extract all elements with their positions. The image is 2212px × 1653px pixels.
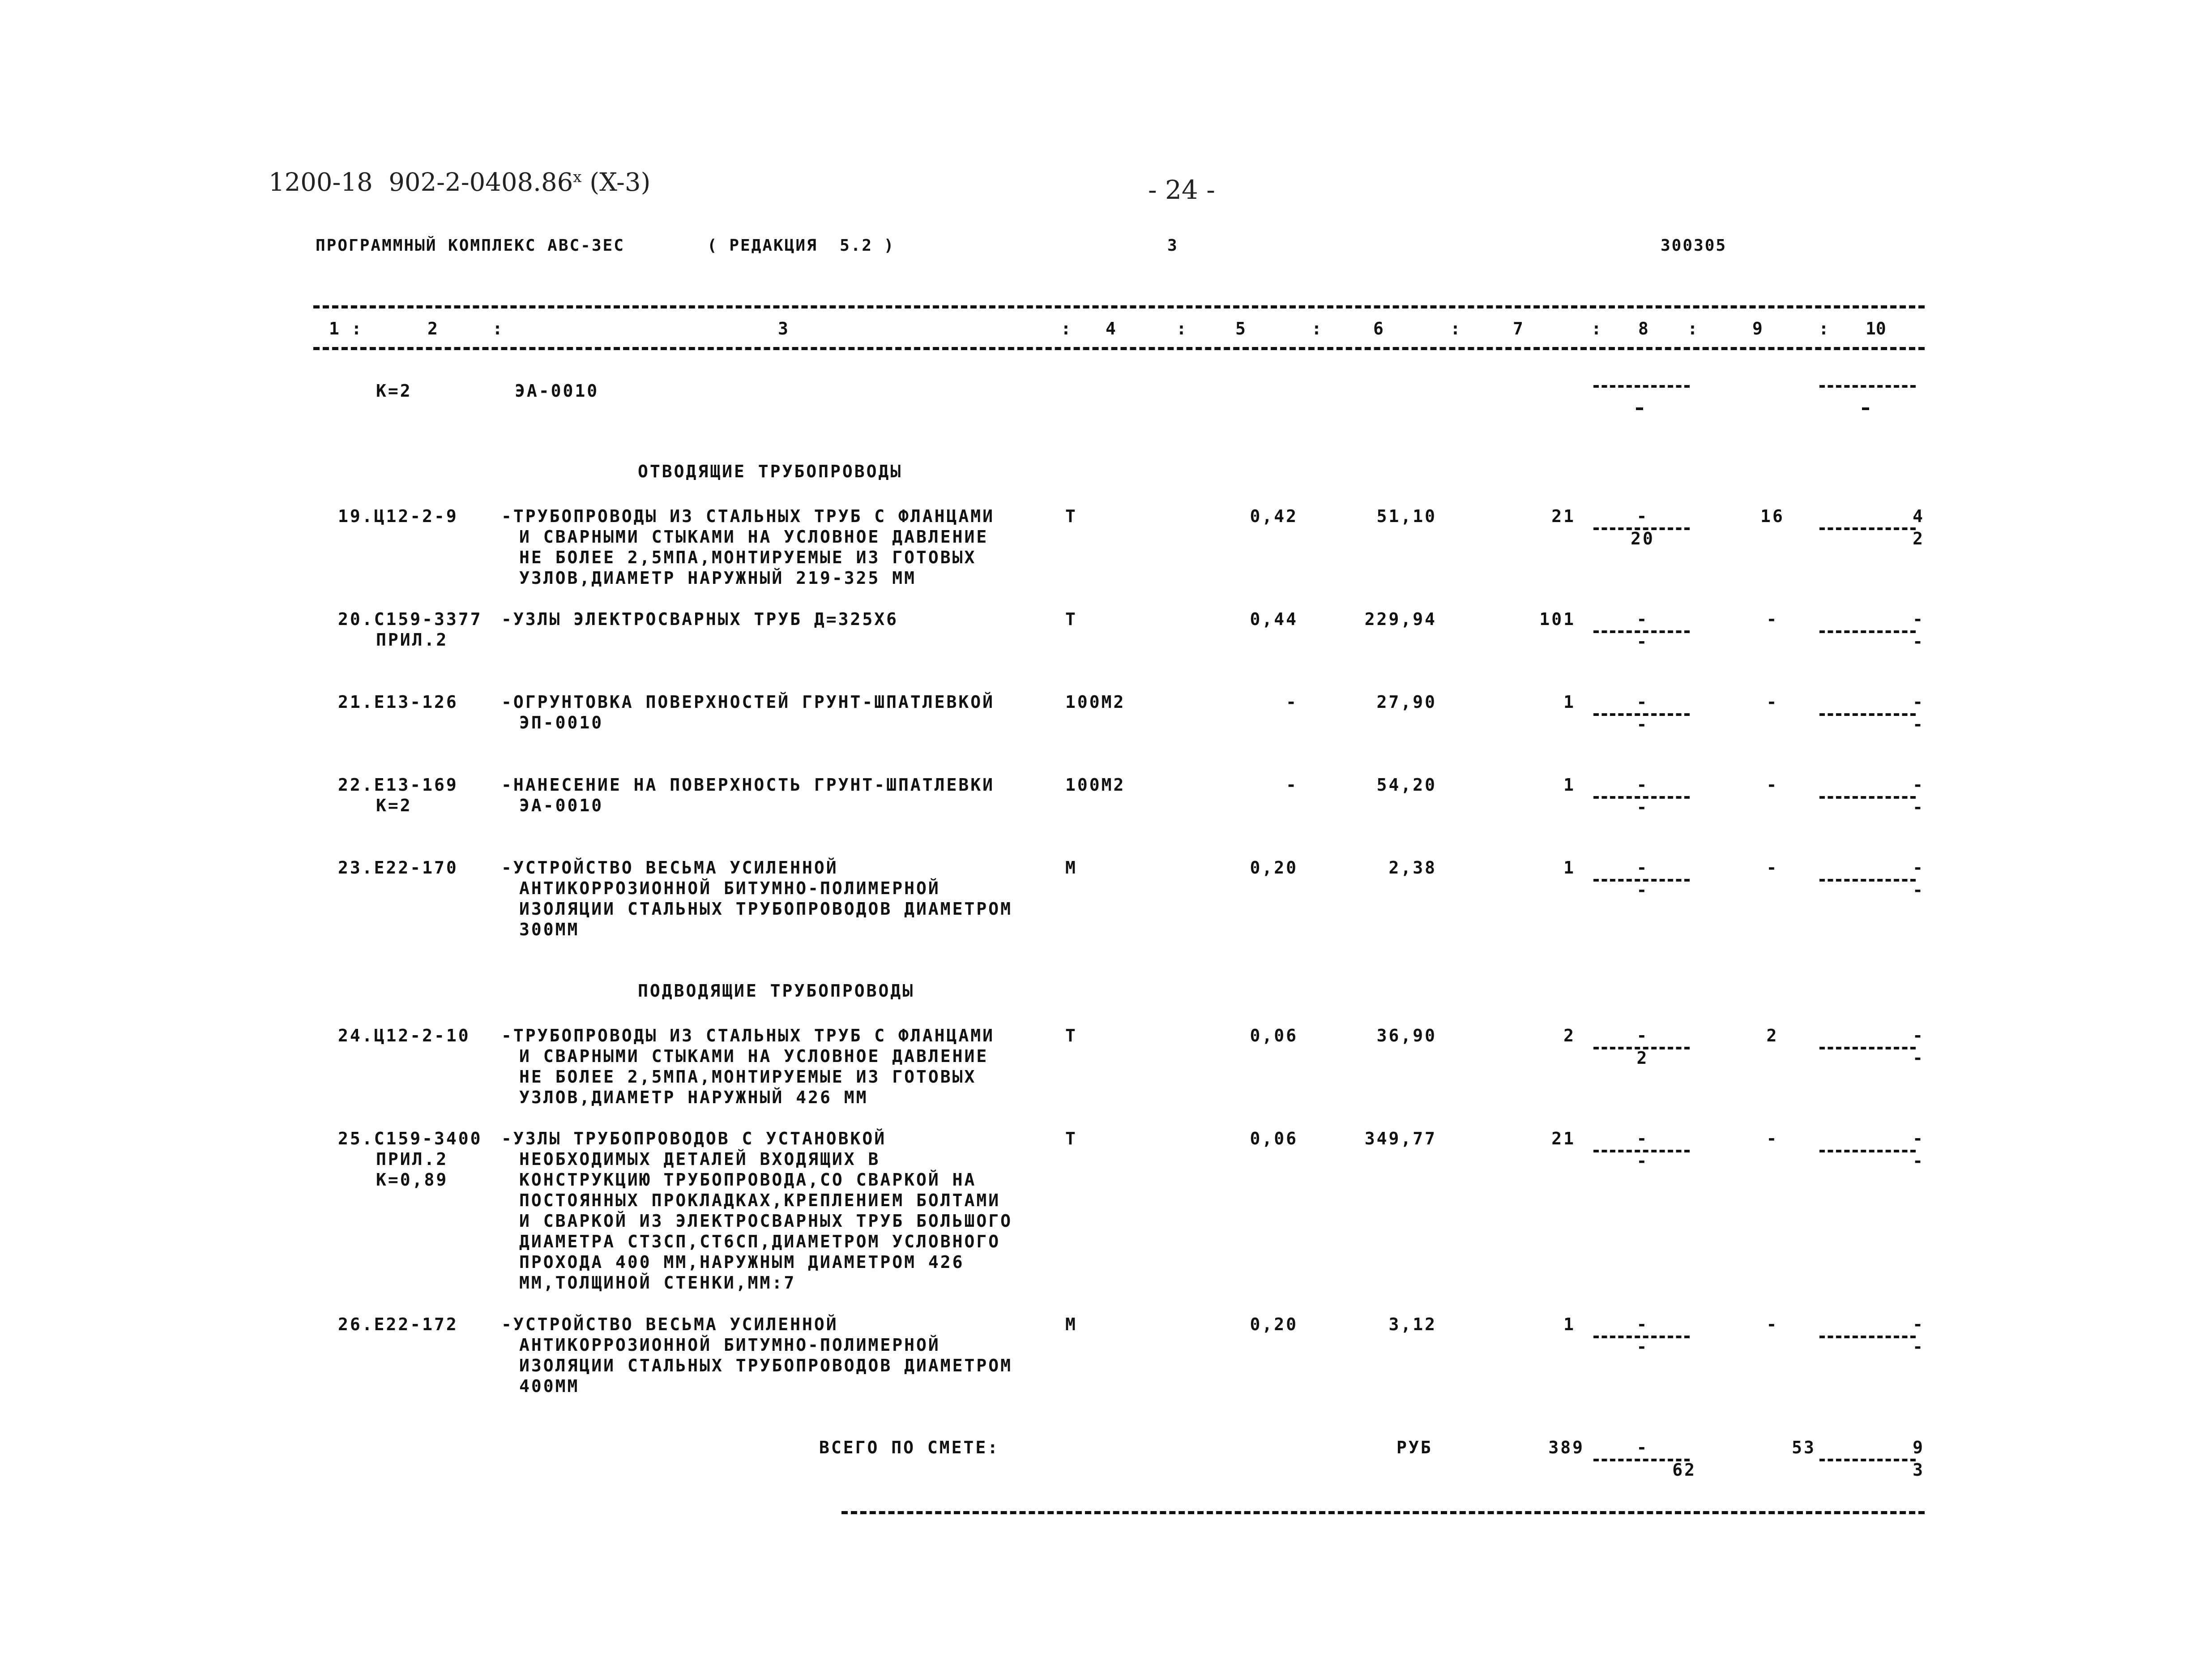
grand-total-col8-top: - [1636, 1438, 1649, 1457]
col10-bottom: - [1913, 1337, 1925, 1357]
item-description: ЭА-0010 [519, 796, 604, 815]
item-description: ИЗОЛЯЦИИ СТАЛЬНЫХ ТРУБОПРОВОДОВ ДИАМЕТРОМ [519, 899, 1012, 919]
col10-top: - [1913, 775, 1925, 795]
item-description: -ТРУБОПРОВОДЫ ИЗ СТАЛЬНЫХ ТРУБ С ФЛАНЦАМИ [501, 1026, 995, 1045]
quantity-cell: 0,42 [1250, 506, 1298, 526]
grand-total-col8-bottom: 62 [1672, 1460, 1696, 1480]
item-code: 22.Е13-169 [338, 775, 458, 795]
col9-cell: - [1766, 609, 1779, 629]
quantity-cell: 0,20 [1250, 1315, 1298, 1334]
item-description: ПОСТОЯННЫХ ПРОКЛАДКАХ,КРЕПЛЕНИЕМ БОЛТАМИ [519, 1191, 1001, 1210]
item-code: 25.С159-3400 [338, 1129, 483, 1148]
col9-cell: - [1766, 1315, 1779, 1334]
unit-cell: М [1065, 1315, 1077, 1334]
col9-cell: 16 [1760, 506, 1785, 526]
item-description: 300ММ [519, 920, 580, 939]
document-code: 1200-18 902-2-0408.86$^x$ (X-3) [269, 168, 651, 197]
item-code: ПРИЛ.2 [376, 630, 448, 650]
unit-cell: Т [1065, 1129, 1077, 1148]
col8-bottom: 20 [1631, 529, 1655, 548]
col8-bottom: - [1636, 715, 1649, 734]
quantity-cell: - [1286, 775, 1298, 795]
col10-bottom: - [1913, 1151, 1925, 1171]
col10-bottom: - [1913, 1048, 1925, 1068]
item-description: 400ММ [519, 1376, 580, 1396]
item-code: 20.С159-3377 [338, 609, 483, 629]
col10-top: 4 [1913, 506, 1925, 526]
grand-total-value: 389 [1548, 1438, 1584, 1457]
column-header: 10 [1866, 319, 1886, 338]
price-cell: 229,94 [1364, 609, 1437, 629]
price-cell: 36,90 [1376, 1026, 1437, 1045]
quantity-cell: 0,20 [1250, 858, 1298, 878]
page-number: - 24 - [1148, 175, 1215, 205]
item-code: 24.Ц12-2-10 [338, 1026, 470, 1045]
col8-top: - [1636, 858, 1649, 878]
column-header: 6 [1373, 319, 1384, 338]
unit-cell: Т [1065, 1026, 1077, 1045]
total-cell: 101 [1539, 609, 1576, 629]
item-description: ММ,ТОЛЩИНОЙ СТЕНКИ,ММ:7 [519, 1273, 796, 1293]
col9-cell: - [1766, 1129, 1779, 1148]
col8-bottom: 2 [1636, 1048, 1649, 1068]
grand-total-unit: РУБ [1396, 1438, 1433, 1457]
item-description: ПРОХОДА 400 ММ,НАРУЖНЫМ ДИАМЕТРОМ 426 [519, 1252, 965, 1272]
col10-top: - [1913, 609, 1925, 629]
item-description: ДИАМЕТРА СТЗСП,СТ6СП,ДИАМЕТРОМ УСЛОВНОГО [519, 1232, 1001, 1251]
item-description: -ТРУБОПРОВОДЫ ИЗ СТАЛЬНЫХ ТРУБ С ФЛАНЦАМИ [501, 506, 995, 526]
fraction-separator [1819, 385, 1916, 388]
column-header: 8 [1638, 319, 1648, 338]
col8-bottom: - [1636, 880, 1649, 900]
item-description: УЗЛОВ,ДИАМЕТР НАРУЖНЫЙ 426 ММ [519, 1088, 868, 1107]
col8-bottom: - [1636, 797, 1649, 817]
total-cell: 21 [1551, 506, 1576, 526]
item-description: -УСТРОЙСТВО ВЕСЬМА УСИЛЕННОЙ [501, 1315, 838, 1334]
col8-top: - [1636, 609, 1649, 629]
grand-total-col9: 53 [1792, 1438, 1816, 1457]
col8-bottom: - [1636, 1337, 1649, 1357]
item-description: ЭА-0010 [515, 381, 599, 401]
col8-bottom: - [1636, 1151, 1649, 1171]
item-description: ИЗОЛЯЦИИ СТАЛЬНЫХ ТРУБОПРОВОДОВ ДИАМЕТРОМ [519, 1356, 1012, 1375]
item-code: 19.Ц12-2-9 [338, 506, 458, 526]
price-cell: 54,20 [1376, 775, 1437, 795]
col9-cell: - [1766, 775, 1779, 795]
col8-top: - [1636, 1315, 1649, 1334]
total-cell: 1 [1563, 1315, 1576, 1334]
price-cell: 27,90 [1376, 692, 1437, 712]
price-cell: 349,77 [1364, 1129, 1437, 1148]
unit-cell: М [1065, 858, 1077, 878]
total-cell: 1 [1563, 858, 1576, 878]
item-code: 26.Е22-172 [338, 1315, 458, 1334]
col8-bottom: - [1636, 632, 1649, 651]
item-description: НЕОБХОДИМЫХ ДЕТАЛЕЙ ВХОДЯЩИХ В [519, 1149, 880, 1169]
table-header-rule [313, 347, 1925, 350]
item-description: -УЗЛЫ ТРУБОПРОВОДОВ С УСТАНОВКОЙ [501, 1129, 887, 1148]
col10-top: - [1913, 692, 1925, 712]
col8-top: - [1636, 692, 1649, 712]
unit-cell: 100М2 [1065, 692, 1126, 712]
section-title: ОТВОДЯЩИЕ ТРУБОПРОВОДЫ [638, 462, 903, 481]
unit-cell: Т [1065, 506, 1077, 526]
item-code: К=2 [376, 381, 412, 401]
col8-top: - [1636, 1129, 1649, 1148]
quantity-cell: 0,06 [1250, 1026, 1298, 1045]
item-description: -ОГРУНТОВКА ПОВЕРХНОСТЕЙ ГРУНТ-ШПАТЛЕВКОЙ [501, 692, 995, 712]
table-top-rule [313, 305, 1925, 308]
item-description: -НАНЕСЕНИЕ НА ПОВЕРХНОСТЬ ГРУНТ-ШПАТЛЕВКИ [501, 775, 995, 795]
item-description: И СВАРКОЙ ИЗ ЭЛЕКТРОСВАРНЫХ ТРУБ БОЛЬШОГО [519, 1211, 1012, 1231]
total-cell: 21 [1551, 1129, 1576, 1148]
unit-cell: Т [1065, 609, 1077, 629]
quantity-cell: 0,44 [1250, 609, 1298, 629]
quantity-cell: 0,06 [1250, 1129, 1298, 1148]
col10-top: - [1913, 1026, 1925, 1045]
col10-bottom: - [1913, 715, 1925, 734]
item-description: -УЗЛЫ ЭЛЕКТРОСВАРНЫХ ТРУБ Д=325Х6 [501, 609, 898, 629]
price-cell: 51,10 [1376, 506, 1437, 526]
col10-bottom: - [1913, 797, 1925, 817]
item-description: УЗЛОВ,ДИАМЕТР НАРУЖНЫЙ 219-325 ММ [519, 568, 916, 588]
column-header: 2 [427, 319, 438, 338]
item-description: ЭП-0010 [519, 713, 604, 732]
item-code: ПРИЛ.2 [376, 1149, 448, 1169]
column-header: 1 [329, 319, 339, 338]
col10-top: - [1913, 1129, 1925, 1148]
item-description: НЕ БОЛЕЕ 2,5МПА,МОНТИРУЕМЫЕ ИЗ ГОТОВЫХ [519, 1067, 977, 1087]
col8-top: - [1636, 1026, 1649, 1045]
col10-bottom: 2 [1913, 529, 1925, 548]
column-header: 9 [1752, 319, 1763, 338]
item-description: АНТИКОРРОЗИОННОЙ БИТУМНО-ПОЛИМЕРНОЙ [519, 878, 940, 898]
section-title: ПОДВОДЯЩИЕ ТРУБОПРОВОДЫ [638, 981, 915, 1001]
item-description: АНТИКОРРОЗИОННОЙ БИТУМНО-ПОЛИМЕРНОЙ [519, 1335, 940, 1355]
price-cell: 3,12 [1388, 1315, 1437, 1334]
item-description: И СВАРНЫМИ СТЫКАМИ НА УСЛОВНОЕ ДАВЛЕНИЕ [519, 1046, 989, 1066]
column-header: 4 [1106, 319, 1116, 338]
dash-mark [1862, 407, 1869, 410]
total-cell: 1 [1563, 775, 1576, 795]
system-code: 300305 [1661, 236, 1727, 255]
item-description: -УСТРОЙСТВО ВЕСЬМА УСИЛЕННОЙ [501, 858, 838, 878]
fraction-separator [1593, 385, 1690, 388]
grand-total-col10-top: 9 [1913, 1438, 1925, 1457]
col10-top: - [1913, 1315, 1925, 1334]
item-description: НЕ БОЛЕЕ 2,5МПА,МОНТИРУЕМЫЕ ИЗ ГОТОВЫХ [519, 548, 977, 567]
item-description: И СВАРНЫМИ СТЫКАМИ НА УСЛОВНОЕ ДАВЛЕНИЕ [519, 527, 989, 547]
item-code: К=0,89 [376, 1170, 448, 1190]
column-header: 7 [1513, 319, 1523, 338]
column-header: 3 [778, 319, 788, 338]
col9-cell: - [1766, 858, 1779, 878]
total-cell: 1 [1563, 692, 1576, 712]
quantity-cell: - [1286, 692, 1298, 712]
price-cell: 2,38 [1388, 858, 1437, 878]
unit-cell: 100М2 [1065, 775, 1126, 795]
total-cell: 2 [1563, 1026, 1576, 1045]
item-code: 21.Е13-126 [338, 692, 458, 712]
col8-top: - [1636, 506, 1649, 526]
col10-top: - [1913, 858, 1925, 878]
system-page: 3 [1167, 236, 1179, 255]
col8-top: - [1636, 775, 1649, 795]
item-code: 23.Е22-170 [338, 858, 458, 878]
col10-bottom: - [1913, 632, 1925, 651]
grand-total-label: ВСЕГО ПО СМЕТЕ: [819, 1438, 1000, 1457]
system-edition: ( РЕДАКЦИЯ 5.2 ) [707, 236, 895, 255]
column-header: 5 [1235, 319, 1246, 338]
table-bottom-rule [841, 1511, 1925, 1514]
col10-bottom: - [1913, 880, 1925, 900]
system-title: ПРОГРАММНЫЙ КОМПЛЕКС АВС-ЗЕС [316, 236, 625, 255]
col9-cell: 2 [1766, 1026, 1779, 1045]
dash-mark [1636, 407, 1643, 410]
item-description: КОНСТРУКЦИЮ ТРУБОПРОВОДА,СО СВАРКОЙ НА [519, 1170, 977, 1190]
col9-cell: - [1766, 692, 1779, 712]
grand-total-col10-bottom: 3 [1913, 1460, 1925, 1480]
item-code: К=2 [376, 796, 412, 815]
